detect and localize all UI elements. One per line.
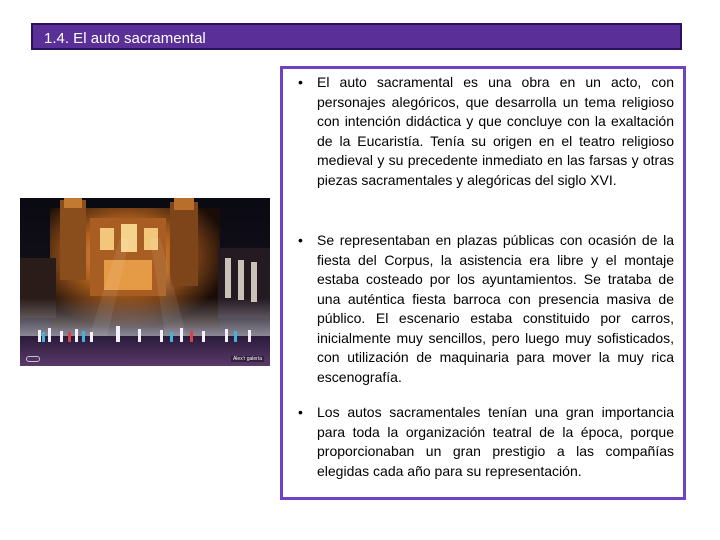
bullet-text: El auto sacramental es una obra en un acto, con personajes alegóricos, que desarrolla un tema religioso con intención didáctica y que concluye con la exaltación de la Eucaristía. Tenía su origen en el teatro religioso medieval y su precedente inmediato en las farsas y otras piezas sacramentales y alegóricas del siglo XVI. xyxy=(317,74,674,188)
bullet-text: Se representaban en plazas públicas con ocasión de la fiesta del Corpus, la asistencia era libre y el montaje estaba costeado por los ayuntamientos. Se trataba de una auténtica fiesta barroca con presencia masiva de público. El escenario estaba constituido por carros, inicialmente muy sencillos, pero luego muy sofisticados, con utilización de maquinaria para mover la muy rica escenografía. xyxy=(317,232,674,385)
slide-title-bar xyxy=(31,23,682,50)
theater-photo xyxy=(20,198,270,366)
bullet-icon: • xyxy=(298,404,303,420)
photo-watermark-badge xyxy=(26,356,40,362)
bullet-icon: • xyxy=(298,232,303,248)
bullet-text: Los autos sacramentales tenían una gran importancia para toda la organización teatral de la época, porque proporcionaban un gran prestigio a las compañías elegidas cada año para su representación. xyxy=(317,404,674,479)
content-box xyxy=(280,66,686,500)
slide-title: 1.4. El auto sacramental xyxy=(44,30,206,47)
photo-caption: Alex'r galería xyxy=(232,356,262,362)
bullet-icon: • xyxy=(298,74,303,90)
theater-photo-illustration xyxy=(20,198,270,366)
